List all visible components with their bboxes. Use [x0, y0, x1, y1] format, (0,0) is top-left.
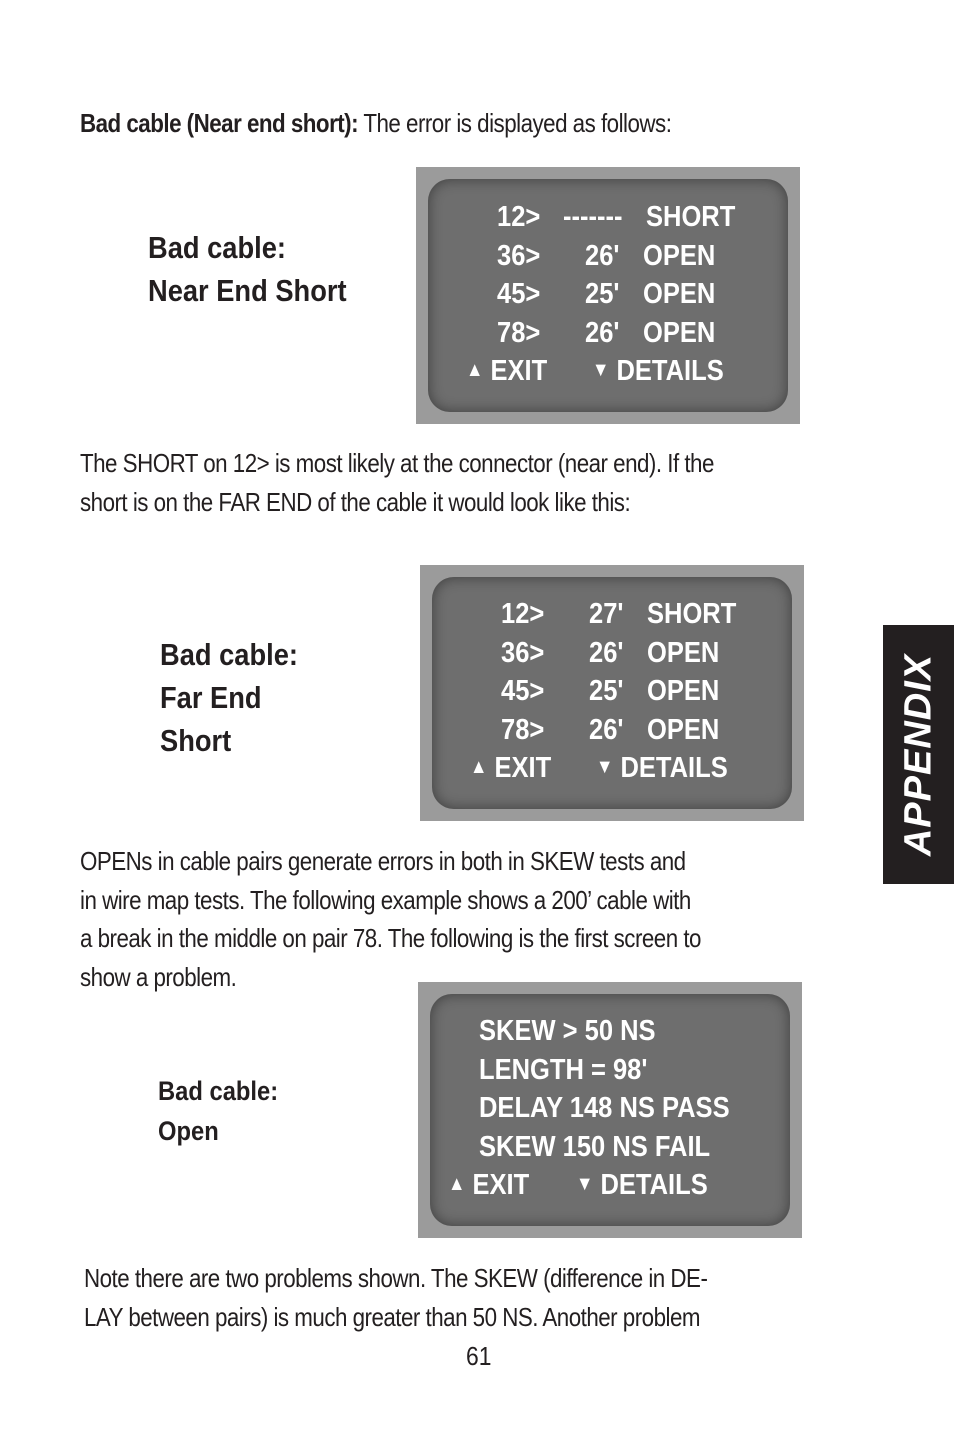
example1-label-line: Near End Short [148, 273, 347, 308]
details-softkey: ▼ DETAILS [596, 752, 728, 784]
down-triangle-icon: ▼ [592, 359, 610, 381]
example1-label [148, 226, 347, 312]
screen-row-length: 26' [589, 714, 624, 746]
screen-row-length: 25' [589, 675, 624, 707]
intro-bold: Bad cable (Near end short): [80, 108, 359, 138]
screen-row-length: 26' [585, 240, 620, 272]
screen-row-length: 26' [585, 317, 620, 349]
paragraph-line: show a problem. [80, 961, 237, 992]
tester-screen-2 [420, 565, 804, 821]
example2-label-line: Bad cable: [160, 637, 298, 672]
paragraph-line: a break in the middle on pair 78. The following is the first screen to [80, 923, 701, 953]
screen-row: 45> [501, 675, 545, 707]
screen-row: 36> [501, 637, 545, 669]
screen-row-status: OPEN [643, 240, 716, 272]
example2-label-line: Far End [160, 680, 262, 715]
screen-row-status: OPEN [647, 637, 720, 669]
screen-row: 78> [497, 317, 541, 349]
screen-row-status: OPEN [643, 317, 716, 349]
screen-row-status: OPEN [647, 675, 720, 707]
up-triangle-icon: ▲ [470, 756, 488, 778]
screen-row-status: SHORT [647, 598, 737, 630]
down-triangle-icon: ▼ [576, 1173, 594, 1195]
paragraph-line: in wire map tests. The following example shows a 200’ cable with [80, 884, 691, 915]
paragraph-line: Note there are two problems shown. The SKEW (difference in DE- [84, 1263, 708, 1293]
opens-explanation [80, 842, 802, 996]
paragraph-line: LAY between pairs) is much greater than 50 NS. Another problem [84, 1301, 700, 1332]
example3-label-line: Bad cable: [158, 1076, 279, 1106]
page-number: 61 [466, 1341, 492, 1371]
screen-row: 12> [501, 598, 545, 630]
example2-label-line: Short [160, 723, 232, 758]
example3-label [158, 1071, 278, 1151]
appendix-tab [883, 625, 954, 884]
screen-line: DELAY 148 NS PASS [479, 1092, 730, 1124]
exit-softkey: ▲ EXIT [470, 752, 552, 784]
screen-display [428, 179, 788, 412]
example1-label-line: Bad cable: [148, 230, 286, 265]
exit-softkey: ▲ EXIT [466, 355, 548, 387]
screen-row: 12> [497, 201, 541, 233]
appendix-tab-label: APPENDIX [897, 653, 939, 856]
screen-line: SKEW > 50 NS [479, 1015, 656, 1047]
screen-row: 36> [497, 240, 541, 272]
example3-label-line: Open [158, 1116, 219, 1146]
intro-text: The error is displayed as follows: [358, 108, 672, 138]
paragraph-line: short is on the FAR END of the cable it would look like this: [80, 486, 631, 517]
details-softkey: ▼ DETAILS [592, 355, 724, 387]
problems-note [84, 1259, 809, 1336]
screen-display [430, 994, 790, 1226]
up-triangle-icon: ▲ [466, 359, 484, 381]
screen-row-status: OPEN [643, 278, 716, 310]
paragraph-line: OPENs in cable pairs generate errors in both in SKEW tests and [80, 846, 686, 876]
screen-row: 78> [501, 714, 545, 746]
screen-display [432, 577, 792, 809]
screen-row-length: 27' [589, 598, 624, 630]
details-softkey: ▼ DETAILS [576, 1169, 708, 1201]
down-triangle-icon: ▼ [596, 756, 614, 778]
tester-screen-1 [416, 167, 800, 424]
screen-row-length: 26' [589, 637, 624, 669]
exit-softkey: ▲ EXIT [448, 1169, 530, 1201]
screen-row-status: SHORT [646, 201, 736, 233]
example2-label [160, 633, 298, 762]
paragraph-line: The SHORT on 12> is most likely at the connector (near end). If the [80, 448, 714, 478]
screen-row-length: ------- [563, 201, 623, 233]
screen-row: 45> [497, 278, 541, 310]
tester-screen-3 [418, 982, 802, 1238]
up-triangle-icon: ▲ [448, 1173, 466, 1195]
screen-row-status: OPEN [647, 714, 720, 746]
screen-line: SKEW 150 NS FAIL [479, 1131, 711, 1163]
near-end-explanation [80, 444, 817, 521]
screen-row-length: 25' [585, 278, 620, 310]
intro-paragraph [80, 104, 768, 143]
screen-line: LENGTH = 98' [479, 1054, 648, 1086]
